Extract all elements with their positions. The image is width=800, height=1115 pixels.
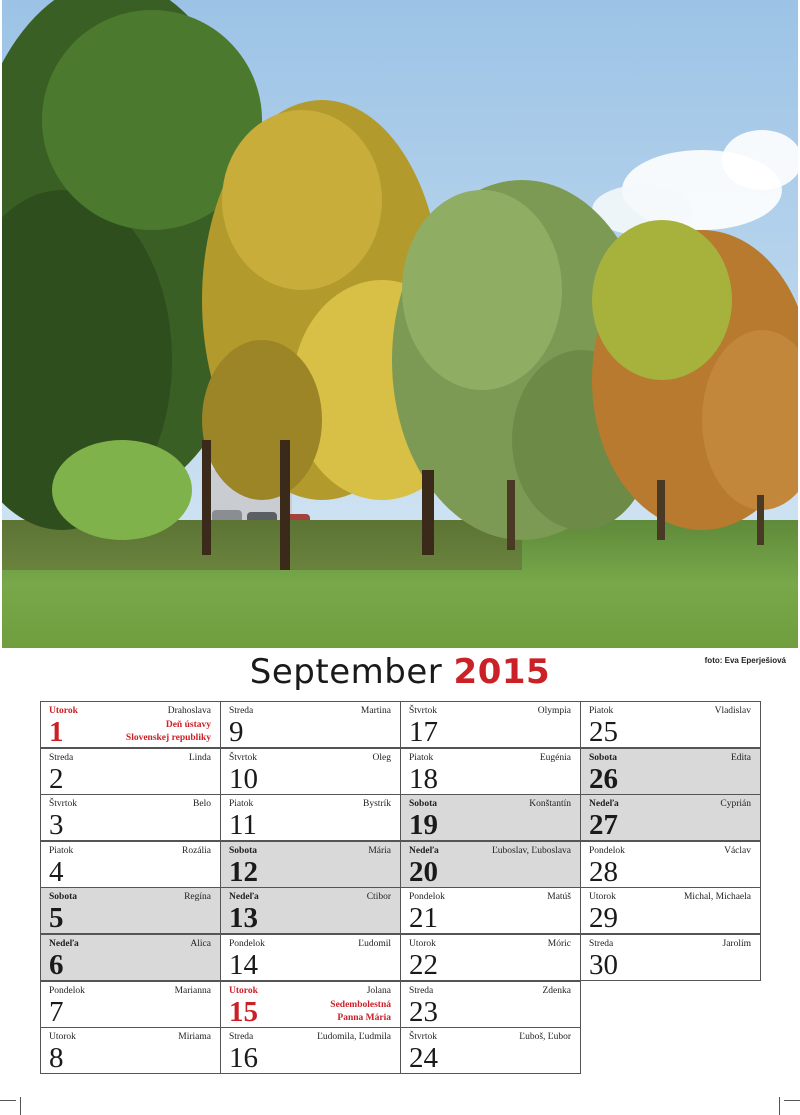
nameday-label: Michal, Michaela <box>683 892 751 903</box>
day-number: 28 <box>589 855 618 888</box>
day-cell <box>220 794 401 841</box>
weekday-label: Piatok <box>229 799 254 810</box>
day-number: 10 <box>229 762 258 795</box>
day-number: 11 <box>229 809 257 842</box>
nameday-label: Mária <box>368 845 391 856</box>
weekday-label: Piatok <box>589 706 614 716</box>
weekday-label: Piatok <box>409 752 434 763</box>
holiday-note: Deň ústavy Slovenskej republiky <box>125 720 211 743</box>
weekday-label: Nedeľa <box>409 845 439 856</box>
weekday-label: Pondelok <box>229 939 265 949</box>
day-cell <box>220 748 401 795</box>
day-cell <box>40 1027 221 1074</box>
day-cell <box>40 934 221 981</box>
weekday-label: Pondelok <box>409 892 445 903</box>
day-cell <box>220 1027 401 1074</box>
weekday-label: Utorok <box>589 892 616 903</box>
weekday-label: Sobota <box>229 845 257 856</box>
nameday-label: Linda <box>188 752 211 763</box>
day-cell <box>220 887 401 934</box>
holiday-note: Sedembolestná Panna Mária <box>330 999 391 1023</box>
day-number: 1 <box>49 716 64 748</box>
nameday-label: Rozália <box>181 845 211 856</box>
day-cell <box>220 981 401 1028</box>
nameday-label: Móric <box>547 939 571 949</box>
day-cell <box>40 701 221 748</box>
day-number: 13 <box>229 902 258 935</box>
weekday-label: Sobota <box>49 892 77 903</box>
weekday-label: Nedeľa <box>229 892 259 903</box>
day-number: 26 <box>589 762 618 795</box>
nameday-label: Martina <box>360 706 391 716</box>
day-number: 2 <box>49 762 64 795</box>
nameday-label: Jarolím <box>722 939 751 949</box>
weekday-label: Streda <box>409 985 434 996</box>
day-number: 9 <box>229 716 244 748</box>
day-cell <box>220 934 401 981</box>
weekday-label: Utorok <box>49 706 78 716</box>
weekday-label: Streda <box>589 939 614 949</box>
day-number: 16 <box>229 1042 258 1075</box>
crop-mark-bottom-right-v <box>779 1097 780 1115</box>
nameday-label: Oleg <box>372 752 391 763</box>
nameday-label: Matúš <box>547 892 571 903</box>
nameday-label: Eugénia <box>539 752 571 763</box>
day-cell <box>580 841 761 888</box>
day-cell <box>580 748 761 795</box>
year: 2015 <box>453 652 551 692</box>
day-cell <box>400 887 581 934</box>
weekday-label: Nedeľa <box>589 799 619 810</box>
day-cell <box>40 841 221 888</box>
calendar-grid <box>40 701 761 1076</box>
day-number: 25 <box>589 716 618 748</box>
day-number: 18 <box>409 762 438 795</box>
day-cell <box>580 887 761 934</box>
day-number: 20 <box>409 855 438 888</box>
month-name: September <box>249 652 443 692</box>
day-number: 23 <box>409 995 438 1028</box>
day-cell <box>580 934 761 981</box>
nameday-label: Ľuboslav, Ľuboslava <box>491 845 571 856</box>
nameday-label: Ľudomila, Ľudmila <box>317 1032 391 1043</box>
nameday-label: Edita <box>730 752 751 763</box>
nameday-label: Drahoslava <box>167 706 211 716</box>
nameday-label: Ľuboš, Ľubor <box>519 1032 571 1043</box>
crop-mark-bottom-left <box>0 1100 16 1101</box>
weekday-label: Štvrtok <box>229 752 257 763</box>
day-number: 3 <box>49 809 64 842</box>
nameday-label: Konštantín <box>529 799 571 810</box>
calendar-photo <box>2 0 798 648</box>
day-number: 15 <box>229 995 258 1028</box>
day-number: 17 <box>409 716 438 748</box>
nameday-label: Alica <box>190 939 211 949</box>
day-number: 6 <box>49 949 64 981</box>
nameday-label: Jolana <box>366 985 391 996</box>
weekday-label: Pondelok <box>589 845 625 856</box>
weekday-label: Utorok <box>49 1032 76 1043</box>
day-cell <box>400 1027 581 1074</box>
weekday-label: Sobota <box>589 752 617 763</box>
day-number: 7 <box>49 995 64 1028</box>
day-number: 22 <box>409 949 438 981</box>
day-cell <box>400 748 581 795</box>
day-number: 27 <box>589 809 618 842</box>
nameday-label: Olympia <box>537 706 571 716</box>
day-cell <box>400 701 581 748</box>
nameday-label: Ľudomil <box>358 939 391 949</box>
weekday-label: Streda <box>229 706 254 716</box>
day-number: 12 <box>229 855 258 888</box>
weekday-label: Utorok <box>229 985 258 996</box>
weekday-label: Štvrtok <box>409 706 437 716</box>
day-cell <box>400 794 581 841</box>
day-number: 8 <box>49 1042 64 1075</box>
nameday-label: Ctibor <box>366 892 391 903</box>
nameday-label: Zdenka <box>542 985 571 996</box>
day-cell <box>400 981 581 1028</box>
weekday-label: Streda <box>229 1032 254 1043</box>
month-title <box>0 652 800 692</box>
photo-credit: foto: Eva Eperješiová <box>704 656 786 665</box>
nameday-label: Václav <box>724 845 751 856</box>
nameday-label: Cyprián <box>720 799 751 810</box>
weekday-label: Štvrtok <box>49 799 77 810</box>
day-cell <box>40 981 221 1028</box>
day-cell <box>400 841 581 888</box>
day-cell <box>220 701 401 748</box>
weekday-label: Nedeľa <box>49 939 79 949</box>
weekday-label: Sobota <box>409 799 437 810</box>
day-number: 5 <box>49 902 64 935</box>
day-number: 4 <box>49 855 64 888</box>
day-cell <box>40 794 221 841</box>
nameday-label: Belo <box>193 799 211 810</box>
weekday-label: Utorok <box>409 939 436 949</box>
nameday-label: Miriama <box>178 1032 211 1043</box>
day-number: 30 <box>589 949 618 981</box>
day-number: 29 <box>589 902 618 935</box>
weekday-label: Piatok <box>49 845 74 856</box>
day-number: 19 <box>409 809 438 842</box>
day-cell <box>220 841 401 888</box>
day-cell <box>40 887 221 934</box>
day-number: 21 <box>409 902 438 935</box>
day-cell <box>580 794 761 841</box>
nameday-label: Marianna <box>174 985 211 996</box>
day-cell <box>400 934 581 981</box>
day-cell <box>580 701 761 748</box>
day-cell <box>40 748 221 795</box>
day-number: 14 <box>229 949 258 981</box>
weekday-label: Streda <box>49 752 74 763</box>
day-number: 24 <box>409 1042 438 1075</box>
crop-mark-bottom-left-v <box>20 1097 21 1115</box>
nameday-label: Vladislav <box>714 706 751 716</box>
weekday-label: Pondelok <box>49 985 85 996</box>
nameday-label: Regína <box>184 892 211 903</box>
weekday-label: Štvrtok <box>409 1032 437 1043</box>
crop-mark-bottom-right <box>784 1100 800 1101</box>
nameday-label: Bystrík <box>363 799 391 810</box>
